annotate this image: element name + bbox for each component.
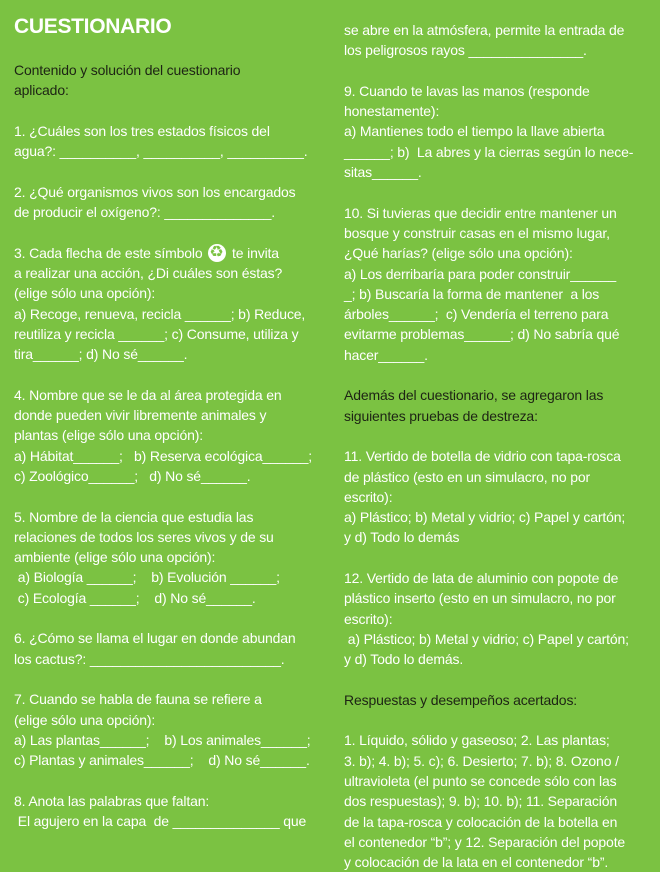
text-line: sitas______. [344,164,422,181]
text-line: a) Plástico; b) Metal y vidrio; c) Papel y cartón; [344,630,629,647]
left-block [14,507,322,608]
text-line: _; b) Buscaría la forma de mantener a los [344,285,600,302]
text-line: Respuestas y desempeños acertados: [344,691,578,708]
right-block [344,203,650,365]
text-line: los peligrosos rayos _______________. [344,42,587,59]
text-line: 4. Nombre que se le da al área protegida en [14,386,282,403]
right-block [344,568,650,669]
text-line: y d) Todo lo demás. [344,651,464,668]
text-line: (elige sólo una opción): [14,285,156,302]
text-line: hacer______. [344,346,428,363]
left-block [14,182,322,223]
left-block [14,791,322,832]
left-block [14,628,322,669]
intro-line: Contenido y solución del cuestionario aplicado: [14,62,245,99]
text-line: de plástico (esto en un simulacro, no por [344,468,590,485]
right-block [344,385,650,426]
text-line: el contenedor “b”; y 12. Separación del popote [344,833,626,850]
text-line: de producir el oxígeno?: ______________. [14,204,275,221]
right-column [344,20,650,872]
text-line: 11. Vertido de botella de vidrio con tapa-rosca [344,448,621,465]
left-block [14,689,322,770]
page-title: CUESTIONARIO [14,15,172,38]
text-line: c) Zoológico______; d) No sé______. [14,467,251,484]
left-block [14,121,322,162]
text-line: y colocación de la lata en el contenedor “b”. [344,854,609,871]
text-line: a) Plástico; b) Metal y vidrio; c) Papel y cartón; [344,509,626,526]
text-line: 7. Cuando se habla de fauna se refiere a [14,691,262,708]
text-line: a) Los derribaría para poder construir______ [344,265,617,282]
text-line: a) Recoge, renueva, recicla ______; b) Reduce, [14,305,306,322]
text-line: 10. Si tuvieras que decidir entre mantener un [344,204,617,221]
text-line: 6. ¿Cómo se llama el lugar en donde abundan [14,630,296,647]
right-block [344,446,650,547]
text-line: y d) Todo lo demás [344,529,460,546]
right-block [344,20,650,61]
left-column [14,14,322,831]
right-block [344,690,650,710]
text-line: siguientes pruebas de destreza: [344,407,538,424]
text-line: a) Las plantas______; b) Los animales______; [14,731,311,748]
text-line: 9. Cuando te lavas las manos (responde [344,82,590,99]
text-line: plantas (elige sólo una opción): [14,427,203,444]
text-line: 3. Cada flecha de este símbolo ♻ te invita [14,243,322,263]
text-line: de la tapa-rosca y colocación de la botella en [344,813,618,830]
text-line: a) Biología ______; b) Evolución ______; [14,569,280,586]
text-line: 3. b); 4. b); 5. c); 6. Desierto; 7. b); 8. Ozono / [344,752,619,769]
left-questions [14,121,322,831]
text-line: 1. ¿Cuáles son los tres estados físicos del [14,122,270,139]
text-line: bosque y construir casas en el mismo lugar, [344,224,610,241]
text-line: árboles______; c) Vendería el terreno para [344,306,609,323]
text-line: ultravioleta (el punto se concede sólo con las [344,772,617,789]
text-line: 8. Anota las palabras que faltan: [14,792,210,809]
intro-text [14,60,322,101]
text-line: se abre en la atmósfera, permite la entrada de [344,22,625,38]
text-line: honestamente): [344,103,440,120]
text-line: Además del cuestionario, se agregaron las [344,387,604,404]
text-line: a realizar una acción, ¿Di cuáles son éstas? [14,264,283,281]
text-line: 1. Líquido, sólido y gaseoso; 2. Las plantas; [344,732,610,749]
text-line: c) Plantas y animales______; d) No sé______. [14,752,310,769]
text-line: a) Mantienes todo el tiempo la llave abierta [344,123,605,140]
text-line: agua?: __________, __________, __________. [14,143,308,160]
right-block [344,81,650,182]
text-line: ______; b) La abres y la cierras según lo nece- [344,143,634,160]
right-block [344,730,650,872]
text-line: El agujero en la capa de ______________ que [14,812,307,829]
text-line: a) Hábitat______; b) Reserva ecológica______; [14,447,313,464]
text-line: relaciones de todos los seres vivos y de su [14,528,274,545]
text-line: escrito): [344,488,393,505]
left-block [14,243,322,365]
text-line: evitarme problemas______; d) No sabría qué [344,326,620,343]
right-questions [344,20,650,872]
text-line: (elige sólo una opción): [14,711,156,728]
left-block [14,385,322,486]
text-line: 5. Nombre de la ciencia que estudia las [14,508,254,525]
recycle-icon [208,244,226,262]
text-line: ¿Qué harías? (elige sólo una opción): [344,245,573,262]
text-line: plástico inserto (esto en un simulacro, no por [344,590,616,607]
text-line: donde pueden vivir libremente animales y [14,407,267,424]
text-line: ambiente (elige sólo una opción): [14,549,216,566]
text-line: reutiliza y recicla ______; c) Consume, utiliza y [14,325,299,342]
text-line: los cactus?: _________________________. [14,650,285,667]
text-line: escrito): [344,610,393,627]
text-line: dos respuestas); 9. b); 10. b); 11. Separación [344,793,617,810]
text-line: tira______; d) No sé______. [14,346,188,363]
text-line: 12. Vertido de lata de aluminio con popote de [344,570,619,587]
text-line: c) Ecología ______; d) No sé______. [14,589,256,606]
text-line: 2. ¿Qué organismos vivos son los encargados [14,183,296,200]
